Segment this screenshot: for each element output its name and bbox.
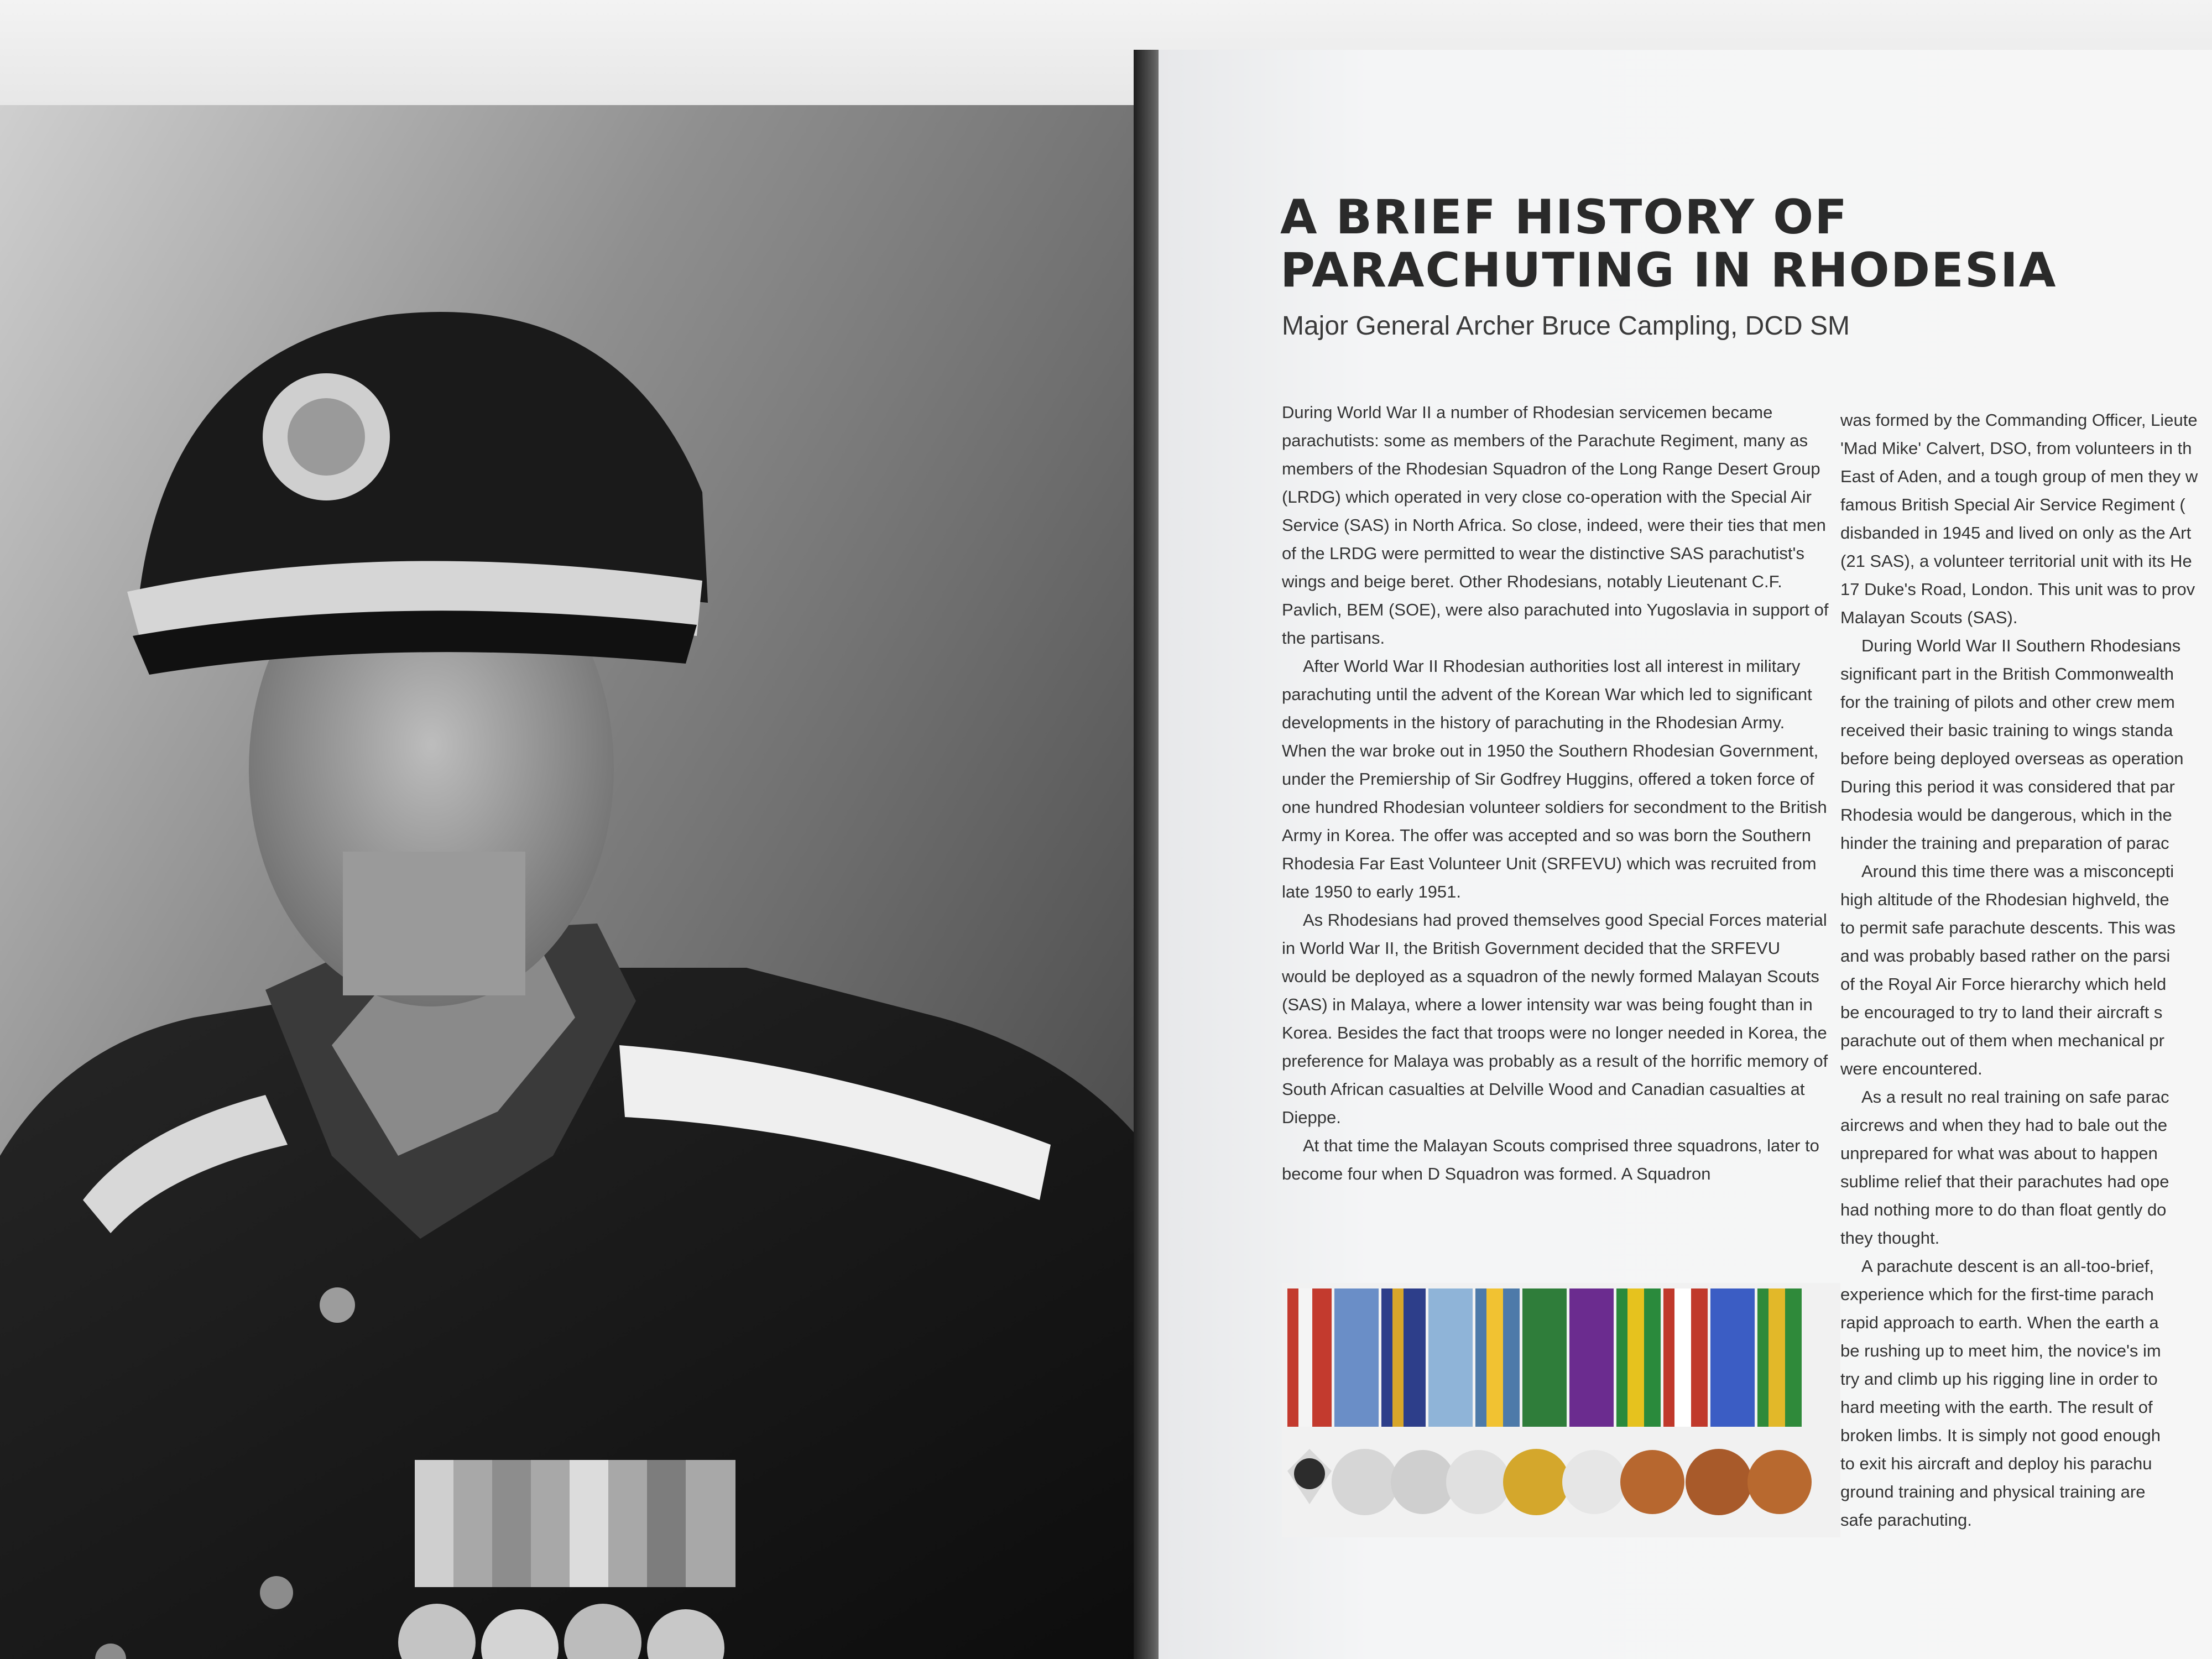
text-line: had nothing more to do than float gently do <box>1840 1200 2167 1219</box>
text-line: parachute out of them when mechanical pr <box>1840 1031 2164 1050</box>
text-line: experience which for the first-time parach <box>1840 1285 2154 1304</box>
text-line: (21 SAS), a volunteer territorial unit with its He <box>1840 551 2192 571</box>
text-line: they thought. <box>1840 1228 1940 1248</box>
text-line: to exit his aircraft and deploy his parachu <box>1840 1454 2152 1473</box>
text-line: received their basic training to wings standa <box>1840 721 2173 740</box>
text-line: 17 Duke's Road, London. This unit was to prov <box>1840 580 2195 599</box>
text-line: high altitude of the Rhodesian highveld, the <box>1840 890 2169 909</box>
text-line: A parachute descent is an all-too-brief, <box>1861 1256 2154 1276</box>
text-line: be encouraged to try to land their aircraft s <box>1840 1003 2163 1022</box>
portrait-photo <box>0 105 1153 1659</box>
text-line: aircrews and when they had to bale out the <box>1840 1115 2168 1135</box>
text-line: safe parachuting. <box>1840 1510 1972 1530</box>
text-line: rapid approach to earth. When the earth a <box>1840 1313 2159 1332</box>
text-line: As a result no real training on safe parac <box>1861 1087 2169 1107</box>
text-line: disbanded in 1945 and lived on only as the Art <box>1840 523 2192 542</box>
title-line-2: PARACHUTING IN RHODESIA <box>1280 243 2057 298</box>
text-line: was formed by the Commanding Officer, Lieute <box>1840 410 2198 430</box>
text-line: 'Mad Mike' Calvert, DSO, from volunteers in th <box>1840 439 2192 458</box>
text-line: broken limbs. It is simply not good enough <box>1840 1426 2161 1445</box>
text-line: be rushing up to meet him, the novice's im <box>1840 1341 2161 1360</box>
text-line: were encountered. <box>1840 1059 1983 1078</box>
text-line: hard meeting with the earth. The result of <box>1840 1397 2153 1417</box>
text-line: try and climb up his rigging line in order to <box>1840 1369 2158 1389</box>
text-line: unprepared for what was about to happen <box>1840 1144 2158 1163</box>
text-line: famous British Special Air Service Regiment ( <box>1840 495 2185 514</box>
paragraph: During World War II a number of Rhodesian servicemen became parachutists: some as members of the Parachute Regiment, many as members of the Rhodesian Squadron of the Long Range Desert Group (LRDG) which operated in very close co-operation with the Special Air Service (SAS) in North Africa. So close, indeed, were their ties that men of the LRDG were permitted to wear the distinctive SAS parachutist's wings and beige beret. Other Rhodesians, notably Lieutenant C.F. Pavlich, BEM (SOE), were also parachuted into Yugoslavia in support of the partisans. <box>1282 403 1829 648</box>
officer-portrait-image <box>0 105 1153 1659</box>
text-column-1 <box>1282 398 1829 1255</box>
text-line: Rhodesia would be dangerous, which in the <box>1840 805 2172 825</box>
text-line: sublime relief that their parachutes had ope <box>1840 1172 2169 1191</box>
text-line: of the Royal Air Force hierarchy which held <box>1840 974 2167 994</box>
article-author: Major General Archer Bruce Campling, DCD SM <box>1282 311 1850 341</box>
text-line: East of Aden, and a tough group of men they w <box>1840 467 2198 486</box>
text-line: hinder the training and preparation of parac <box>1840 833 2169 853</box>
text-line: ground training and physical training are <box>1840 1482 2146 1501</box>
text-line: Malayan Scouts (SAS). <box>1840 608 2018 627</box>
text-line: Around this time there was a misconcepti <box>1861 862 2174 881</box>
article-title <box>1280 191 2193 297</box>
text-line: for the training of pilots and other crew mem <box>1840 692 2175 712</box>
text-line: During this period it was considered that par <box>1840 777 2175 796</box>
paragraph: After World War II Rhodesian authorities lost all interest in military parachuting until the advent of the Korean War which led to significant developments in the history of parachuting in the Rhodesian Army. When the war broke out in 1950 the Southern Rhodesian Government, under the Premiership of Sir Godfrey Huggins, offered a token force of one hundred Rhodesian volunteer soldiers for secondment to the British Army in Korea. The offer was accepted and so was born the Southern Rhodesia Far East Volunteer Unit (SRFEVU) which was recruited from late 1950 to early 1951. <box>1282 656 1827 901</box>
medals-photo <box>1282 1283 1840 1537</box>
title-line-1: A BRIEF HISTORY OF <box>1280 190 1848 245</box>
text-line: and was probably based rather on the parsi <box>1840 946 2171 966</box>
text-line: before being deployed overseas as operation <box>1840 749 2184 768</box>
text-column-2 <box>1840 406 2212 1545</box>
paragraph: As Rhodesians had proved themselves good Special Forces material in World War II, the British Government decided that the SRFEVU would be deployed as a squadron of the newly formed Malayan Scouts (SAS) in Malaya, where a lower intensity war was being fought than in Korea. Besides the fact that troops were no longer needed in Korea, the preference for Malaya was probably as a result of the horrific memory of South African casualties at Delville Wood and Canadian casualties at Dieppe. <box>1282 910 1828 1127</box>
paragraph: At that time the Malayan Scouts comprised three squadrons, later to become four when D Squadron was formed. A Squadron <box>1282 1136 1819 1183</box>
text-line: During World War II Southern Rhodesians <box>1861 636 2181 655</box>
text-line: to permit safe parachute descents. This was <box>1840 918 2176 937</box>
text-line: significant part in the British Commonwealth <box>1840 664 2174 684</box>
